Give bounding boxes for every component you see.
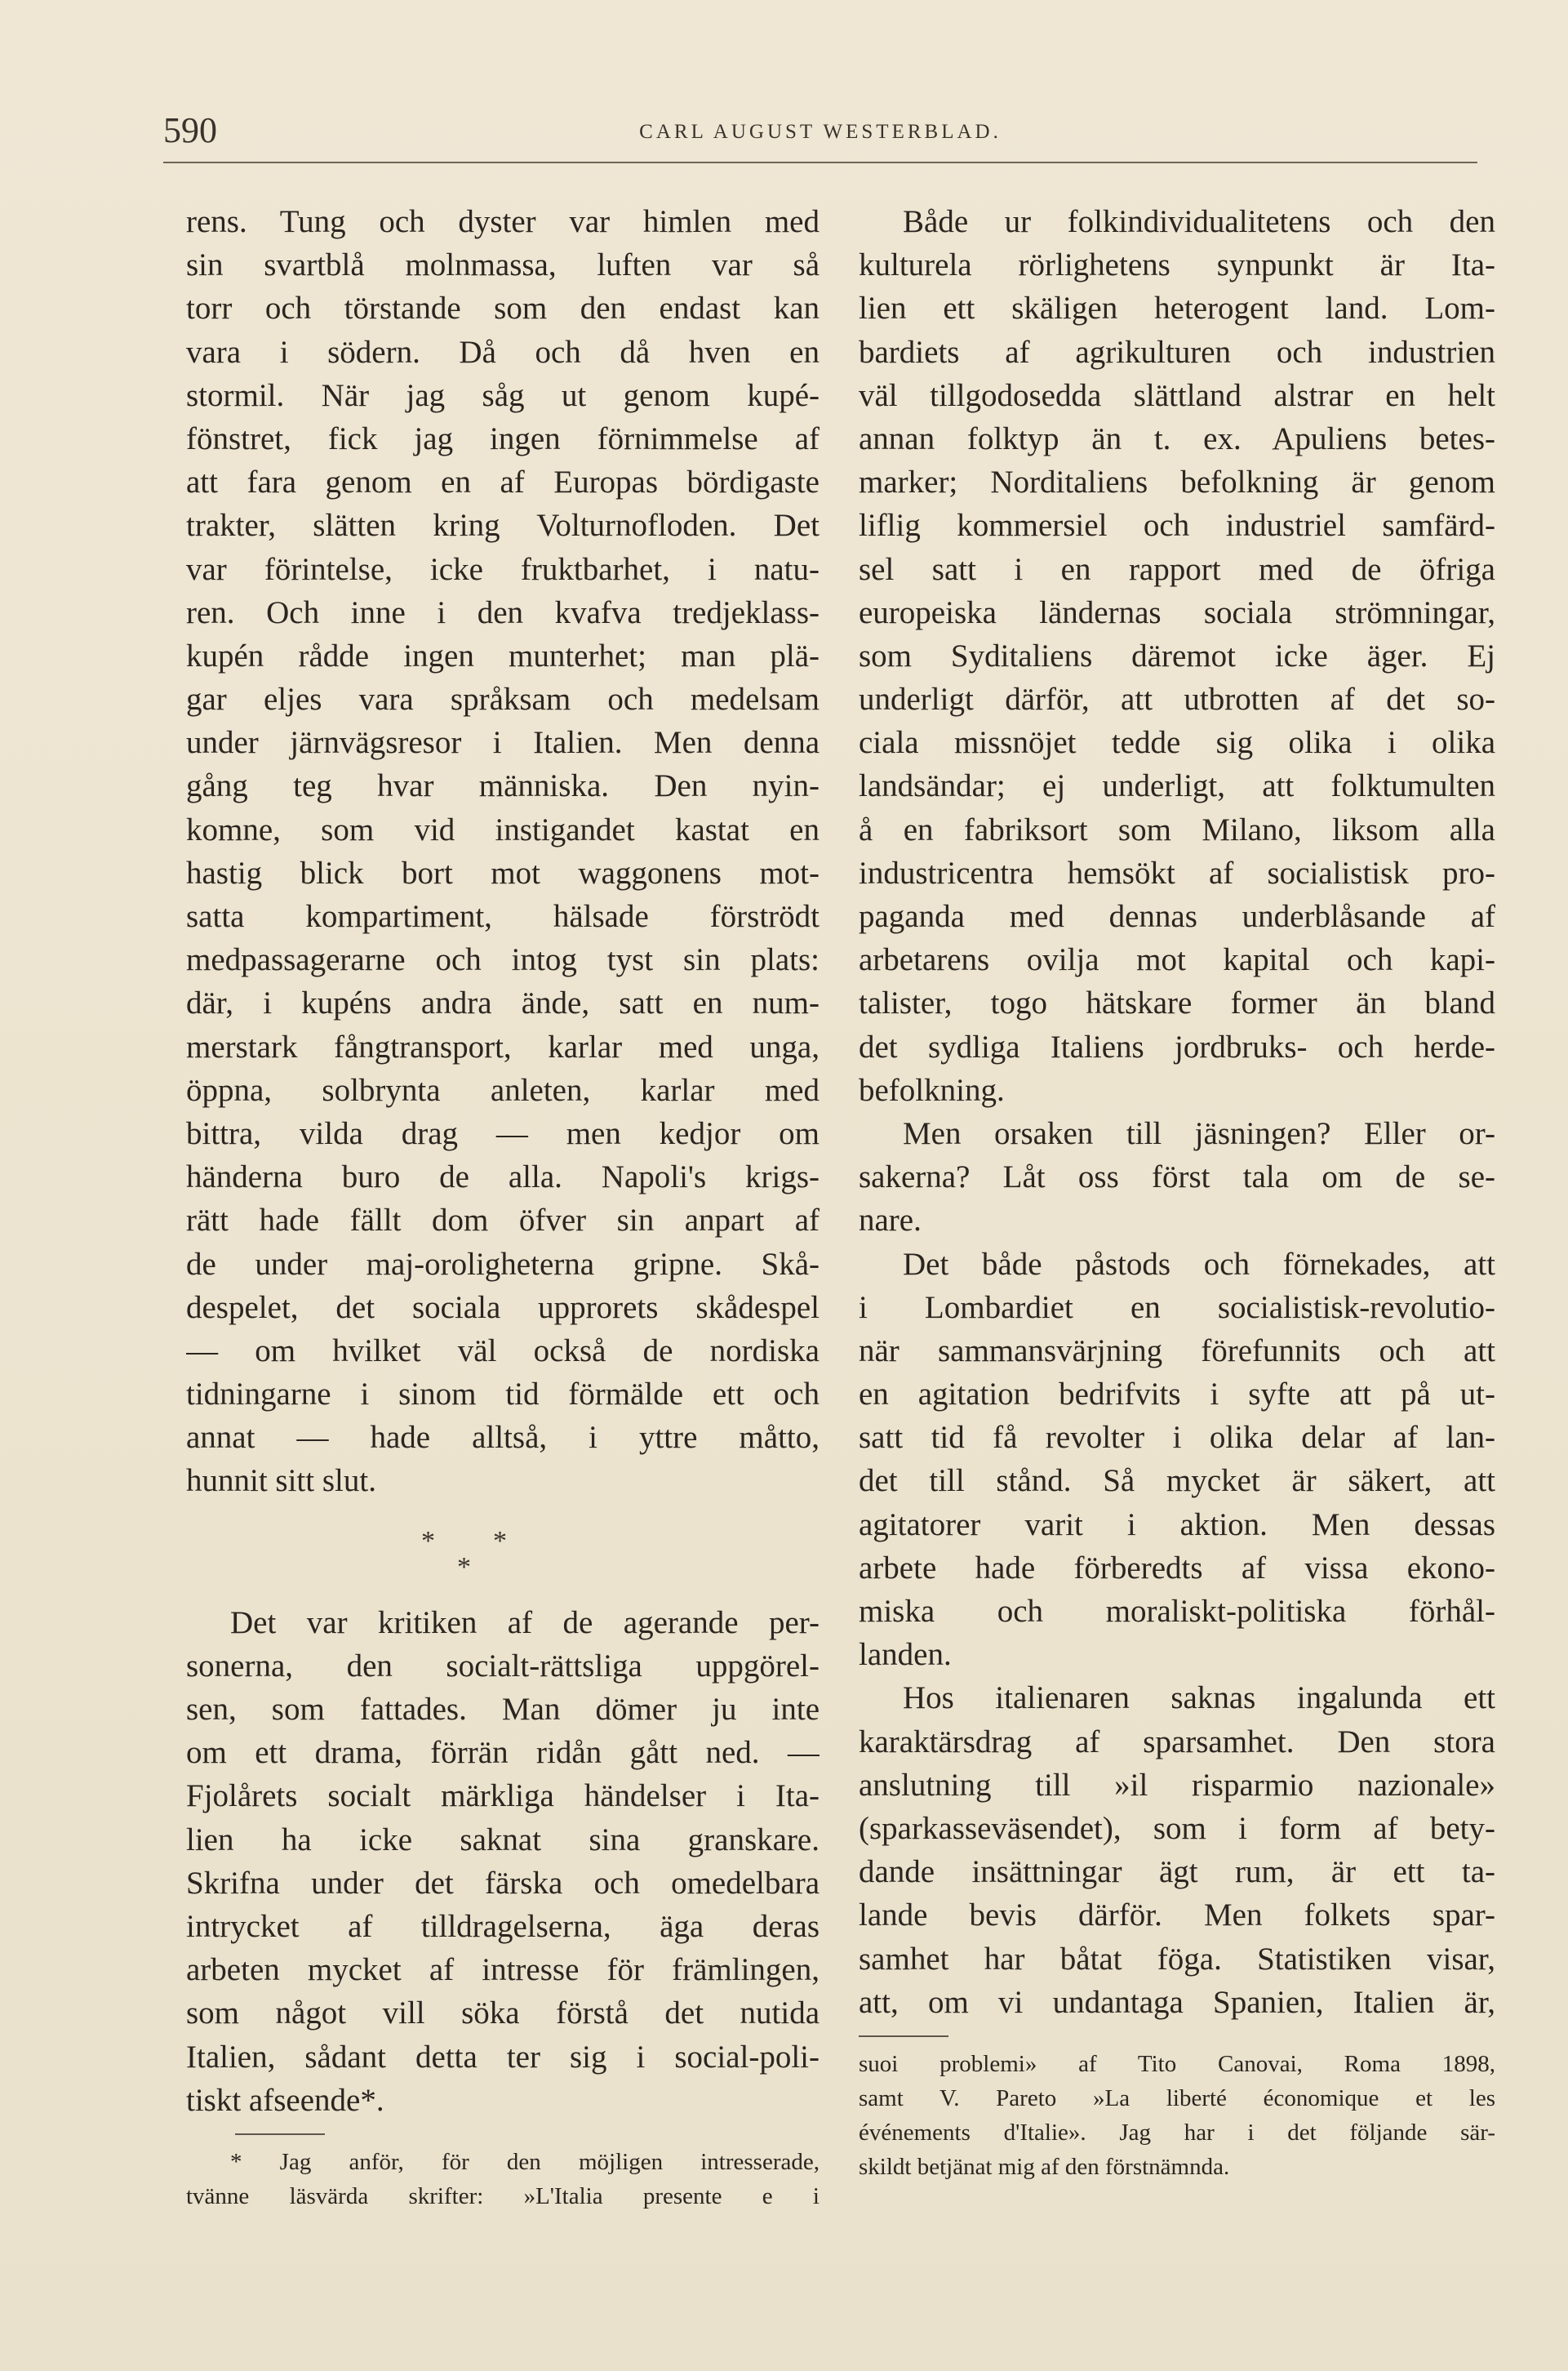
text-line: händerna buro de alla. Napoli's krigs- [186, 1159, 820, 1195]
page-number: 590 [163, 110, 217, 150]
text-line: lien ha icke saknat sina granskare. [186, 1822, 820, 1857]
right-column [859, 200, 1495, 2184]
text-line: Det var kritiken af de agerande per- [230, 1604, 820, 1640]
paragraph [186, 200, 820, 1503]
text-line: befolkning. [859, 1072, 1005, 1108]
text-line: sin svartblå molnmassa, luften var så [186, 247, 820, 283]
text-line: torr och törstande som den endast kan [186, 291, 820, 327]
paragraph [859, 1243, 1495, 1677]
text-line: satta kompartiment, hälsade förströdt [186, 899, 820, 934]
text-line: paganda med dennas underblåsande af [859, 899, 1495, 934]
paragraph [859, 200, 1495, 1112]
text-line: tidningarne i sinom tid förmälde ett och [186, 1377, 820, 1412]
text-line: å en fabriksort som Milano, liksom alla [859, 812, 1495, 847]
text-line: arbetarens ovilja mot kapital och kapi- [859, 942, 1495, 978]
text-line: nare. [859, 1203, 922, 1239]
text-line: annat — hade alltså, i yttre måtto, [186, 1420, 820, 1456]
text-line: Det både påstods och förnekades, att [903, 1246, 1495, 1282]
footnote-line: * Jag anför, för den möjligen intresserade, [230, 2148, 820, 2175]
text-line: sonerna, den socialt-rättsliga uppgörel- [186, 1648, 820, 1684]
text-line: industricentra hemsökt af socialistisk pro- [859, 855, 1495, 891]
text-line: när sammansvärjning förefunnits och att [859, 1332, 1495, 1368]
text-line: arbete hade förberedts af vissa ekono- [859, 1550, 1495, 1586]
text-line: medpassagerarne och intog tyst sin plats: [186, 942, 820, 978]
text-line: samhet har båtat föga. Statistiken visar, [859, 1941, 1495, 1977]
text-line: rätt hade fällt dom öfver sin anpart af [186, 1203, 820, 1239]
footnote-rule [859, 2035, 948, 2037]
footnote-rule [235, 2133, 325, 2135]
text-line: under järnvägsresor i Italien. Men denna [186, 725, 820, 761]
text-line: var förintelse, icke fruktbarhet, i natu- [186, 551, 820, 587]
text-line: trakter, slätten kring Volturnofloden. Det [186, 508, 820, 544]
text-line: Skrifna under det färska och omedelbara [186, 1865, 820, 1901]
text-line: intrycket af tilldragelserna, äga deras [186, 1908, 820, 1944]
text-line: anslutning till »il risparmio nazionale» [859, 1767, 1495, 1803]
text-line: karaktärsdrag af sparsamhet. Den stora [859, 1724, 1495, 1759]
asterisk: * [457, 1551, 471, 1582]
footnote-line: samt V. Pareto »La liberté économique et les [859, 2084, 1495, 2111]
footnote-line: tvänne läsvärda skrifter: »L'Italia presente e i [186, 2182, 820, 2209]
page-header [163, 105, 1477, 163]
text-line: Italien, sådant detta ter sig i social-poli- [186, 2039, 820, 2075]
text-line: (sparkasseväsendet), som i form af bety- [859, 1810, 1495, 1846]
text-line: bittra, vilda drag — men kedjor om [186, 1115, 820, 1151]
asterisk: * [421, 1525, 435, 1556]
text-line: komne, som vid instigandet kastat en [186, 812, 820, 847]
text-line: väl tillgodosedda slättland alstrar en helt [859, 377, 1495, 413]
text-line: agitatorer varit i aktion. Men dessas [859, 1506, 1495, 1542]
text-line: despelet, det sociala upprorets skådespel [186, 1289, 820, 1325]
text-line: annan folktyp än t. ex. Apuliens betes- [859, 420, 1495, 456]
text-line: europeiska ländernas sociala strömningar, [859, 594, 1495, 630]
text-line: liflig kommersiel och industriel samfärd- [859, 508, 1495, 544]
text-line: som Syditaliens däremot icke äger. Ej [859, 638, 1495, 674]
text-line: vara i södern. Då och då hven en [186, 334, 820, 370]
text-line: lande bevis därför. Men folkets spar- [859, 1897, 1495, 1933]
text-line: om ett drama, förrän ridån gått ned. — [186, 1735, 820, 1771]
text-line: lien ett skäligen heterogent land. Lom- [859, 291, 1495, 327]
asterisk: * [493, 1525, 507, 1556]
footnote [859, 2047, 1495, 2184]
text-line: sakerna? Låt oss först tala om de se- [859, 1159, 1495, 1195]
text-line: merstark fångtransport, karlar med unga, [186, 1029, 820, 1065]
text-line: talister, togo hätskare former än bland [859, 985, 1495, 1021]
paragraph [859, 1112, 1495, 1243]
text-line: landsändar; ej underligt, att folktumulten [859, 768, 1495, 804]
text-line: kulturela rörlighetens synpunkt är Ita- [859, 247, 1495, 283]
text-line: att fara genom en af Europas bördigaste [186, 465, 820, 500]
text-line: ciala missnöjet tedde sig olika i olika [859, 725, 1495, 761]
text-line: en agitation bedrifvits i syfte att på ut- [859, 1377, 1495, 1412]
text-line: hastig blick bort mot waggonens mot- [186, 855, 820, 891]
footnote-line: suoi problemi» af Tito Canovai, Roma 1898, [859, 2050, 1495, 2077]
text-line: fönstret, fick jag ingen förnimmelse af [186, 420, 820, 456]
text-line: det till stånd. Så mycket är säkert, att [859, 1463, 1495, 1499]
text-line: miska och moraliskt-politiska förhål- [859, 1594, 1495, 1629]
text-line: dande insättningar ägt rum, är ett ta- [859, 1854, 1495, 1890]
text-line: i Lombardiet en socialistisk-revolutio- [859, 1289, 1495, 1325]
text-line: gar eljes vara språksam och medelsam [186, 682, 820, 718]
text-line: där, i kupéns andra ände, satt en num- [186, 985, 820, 1021]
text-line: öppna, solbrynta anleten, karlar med [186, 1072, 820, 1108]
text-line: sel satt i en rapport med de öfriga [859, 551, 1495, 587]
left-column [186, 200, 820, 2213]
footnote-line: événements d'Italie». Jag har i det följande sär- [859, 2119, 1495, 2146]
text-line: Fjolårets socialt märkliga händelser i Ita- [186, 1778, 820, 1814]
text-line: stormil. När jag såg ut genom kupé- [186, 377, 820, 413]
text-line: satt tid få revolter i olika delar af lan- [859, 1420, 1495, 1456]
text-line: det sydliga Italiens jordbruks- och herde- [859, 1029, 1495, 1065]
text-line: Men orsaken till jäsningen? Eller or- [903, 1115, 1495, 1151]
paragraph [859, 1676, 1495, 2024]
text-line: hunnit sitt slut. [186, 1463, 376, 1499]
text-line: — om hvilket väl också de nordiska [186, 1332, 820, 1368]
text-line: underligt därför, att utbrotten af det so- [859, 682, 1495, 718]
footnote [186, 2145, 820, 2213]
text-line: sen, som fattades. Man dömer ju inte [186, 1692, 820, 1727]
text-line: rens. Tung och dyster var himlen med [186, 204, 820, 239]
text-line: ren. Och inne i den kvafva tredjeklass- [186, 594, 820, 630]
text-line: bardiets af agrikulturen och industrien [859, 334, 1495, 370]
text-line: gång teg hvar människa. Den nyin- [186, 768, 820, 804]
text-line: landen. [859, 1637, 952, 1673]
text-line: de under maj-oroligheterna gripne. Skå- [186, 1246, 820, 1282]
text-line: tiskt afseende*. [186, 2082, 384, 2118]
text-line: att, om vi undantaga Spanien, Italien är, [859, 1984, 1495, 2020]
section-separator [186, 1503, 820, 1601]
text-line: arbeten mycket af intresse för främlingen, [186, 1952, 820, 1988]
text-line: marker; Norditaliens befolkning är genom [859, 465, 1495, 500]
footnote-line: skildt betjänat mig af den förstnämnda. [859, 2153, 1230, 2180]
paragraph [186, 1601, 820, 2122]
text-line: som något vill söka förstå det nutida [186, 1995, 820, 2031]
text-line: Både ur folkindividualitetens och den [903, 204, 1495, 239]
text-line: Hos italienaren saknas ingalunda ett [903, 1680, 1495, 1716]
running-title: CARL AUGUST WESTERBLAD. [639, 121, 1002, 143]
text-line: kupén rådde ingen munterhet; man plä- [186, 638, 820, 674]
